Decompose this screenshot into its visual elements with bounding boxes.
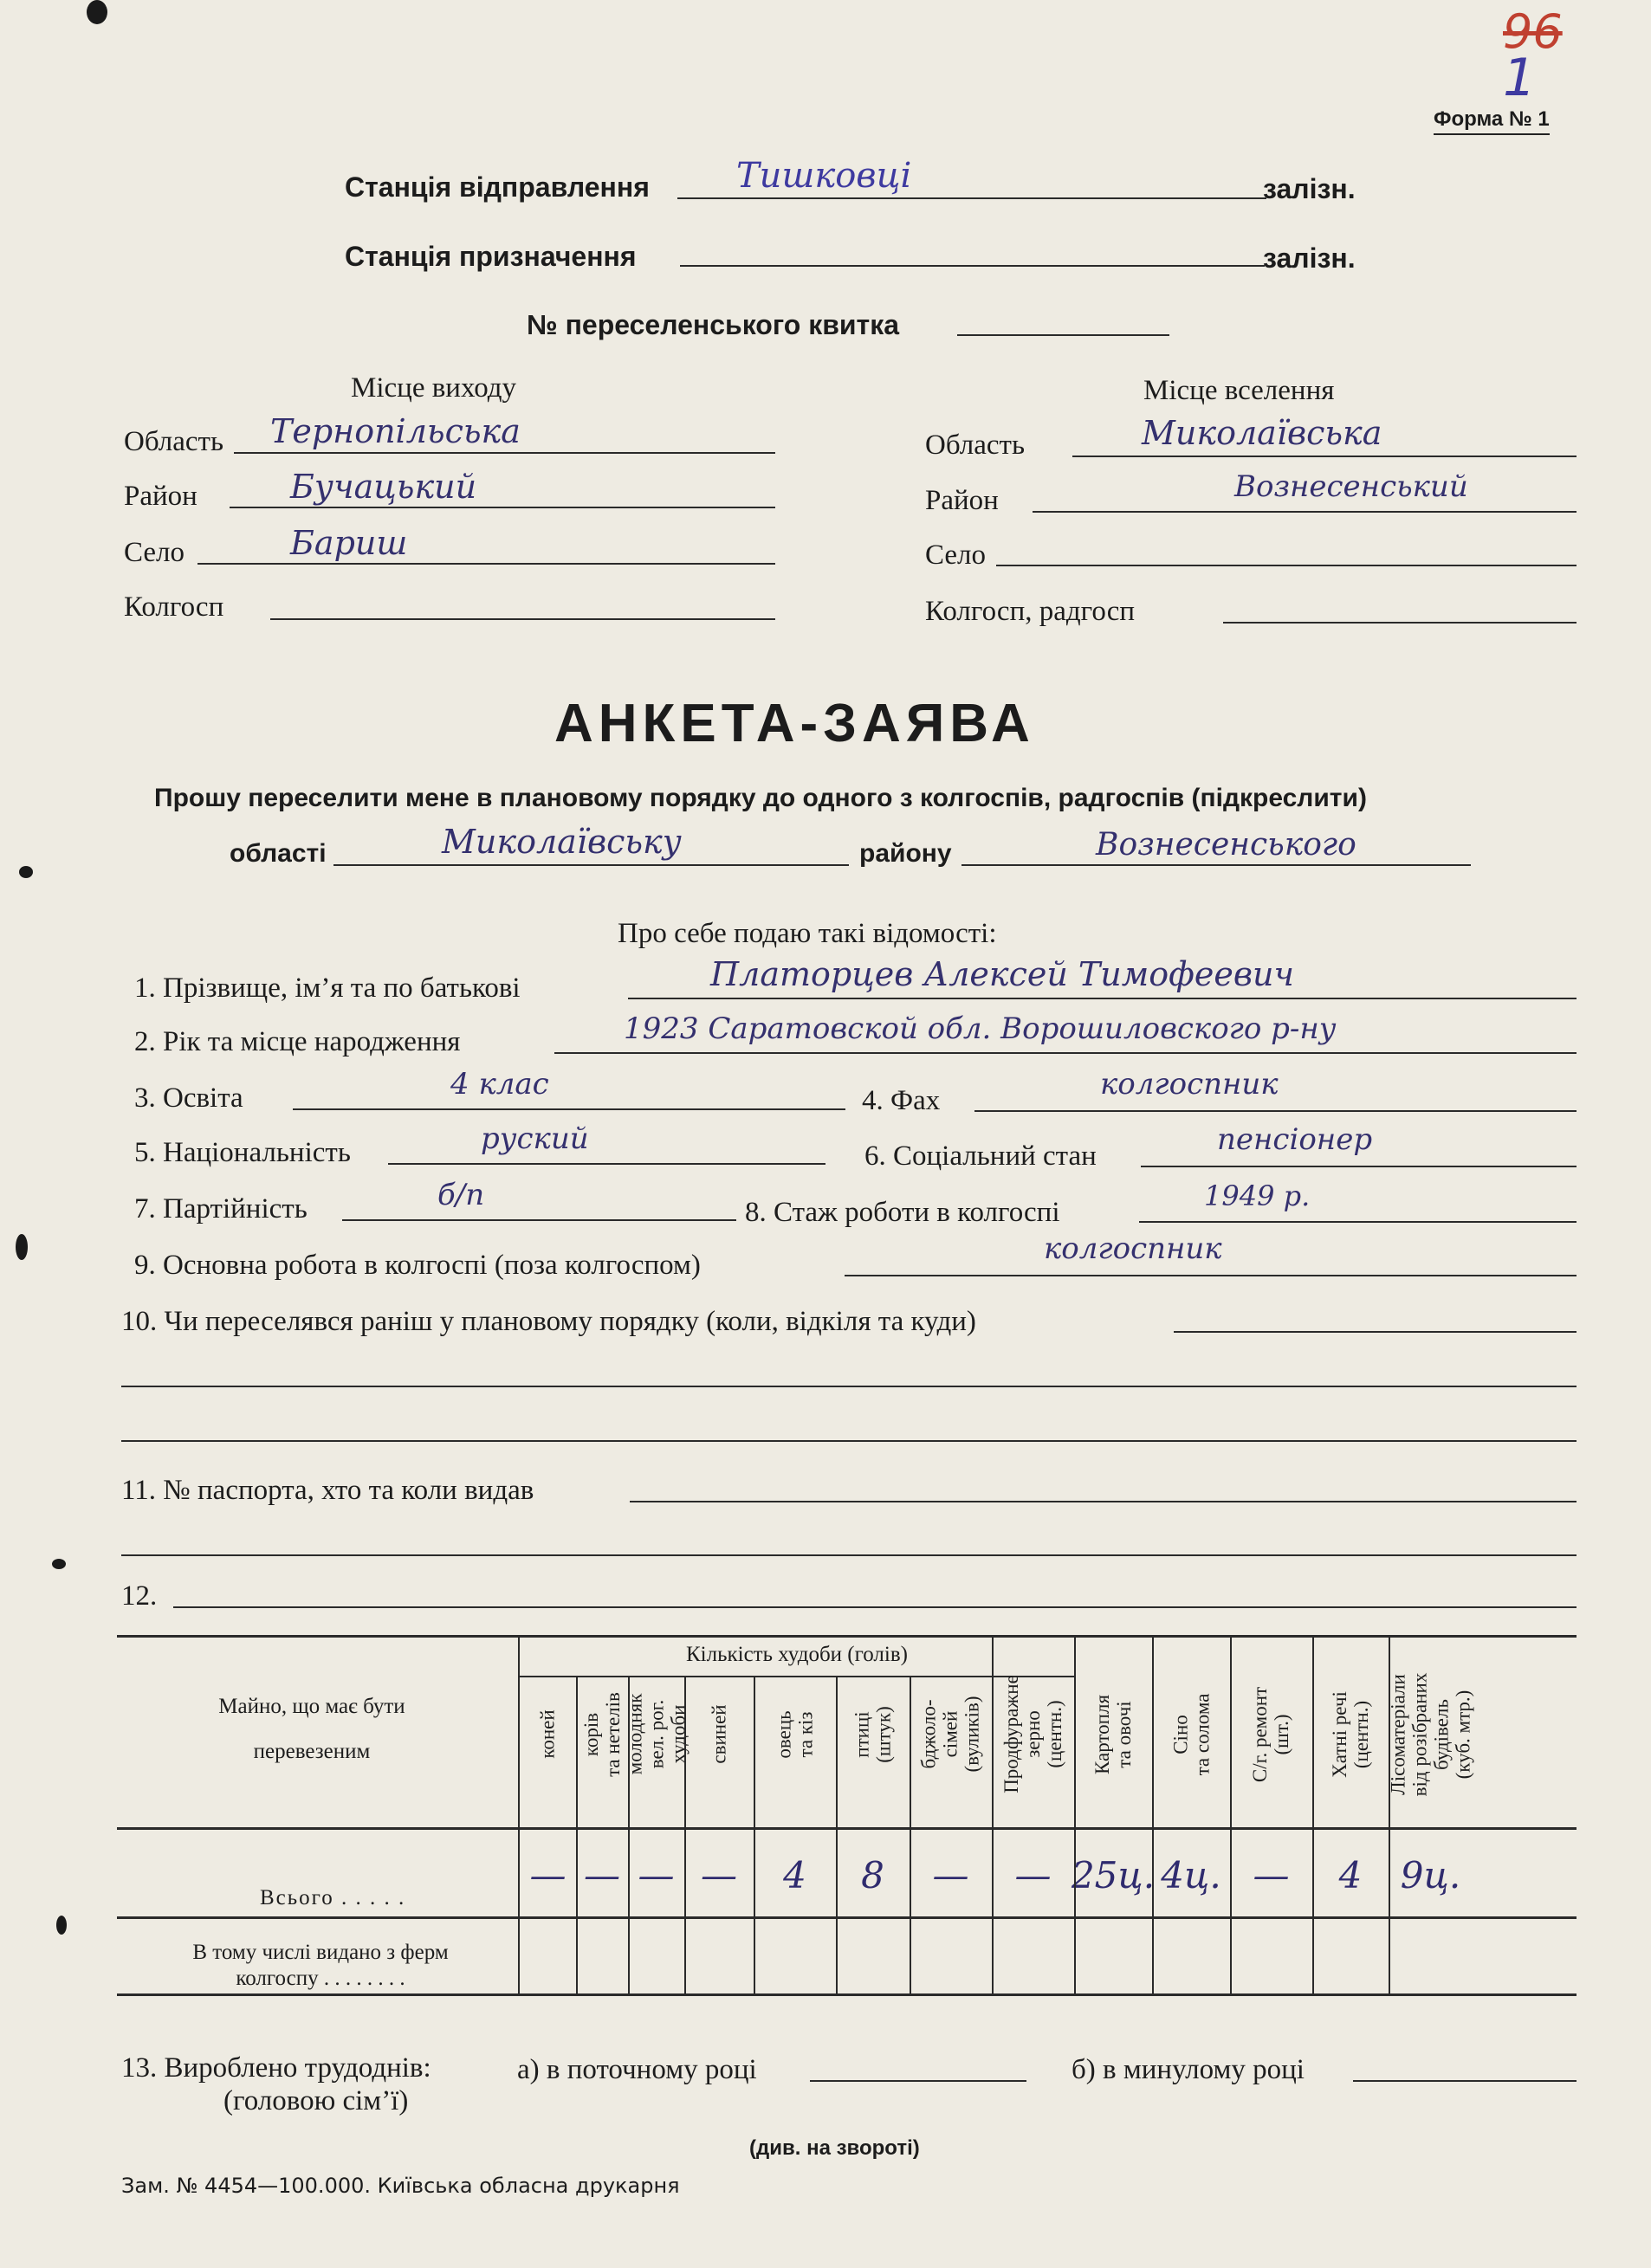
q2-label: 2. Рік та місце народження (134, 1026, 461, 1057)
q7-line (342, 1219, 736, 1221)
origin-region-label: Область (124, 426, 224, 457)
binding-hole (52, 1559, 66, 1569)
table-column-header-label: свиней (708, 1704, 730, 1764)
table-column-header (836, 1650, 910, 1819)
origin-village-line (197, 563, 775, 565)
table-column-header-label: молодняк вел. рог. худоби (624, 1693, 689, 1775)
archive-number: 1 (1503, 48, 1537, 108)
dest-title: Місце вселення (1143, 375, 1335, 406)
dest-district-value: Вознесенський (1234, 469, 1468, 504)
request-oblast-label: області (230, 839, 327, 868)
intro-text: Про себе подаю такі відомості: (618, 918, 997, 949)
dest-region-line (1072, 456, 1577, 457)
q13-sub: (головою сім’ї) (223, 2085, 409, 2116)
table-total-rule (117, 1916, 1577, 1919)
dest-district-line (1033, 511, 1577, 513)
table-column-header (1389, 1650, 1473, 1819)
binding-hole (56, 1916, 67, 1935)
see-reverse: (див. на звороті) (749, 2136, 920, 2160)
table-column-header (992, 1650, 1074, 1819)
table-total-cell: 4ц. (1161, 1853, 1221, 1896)
form-title: АНКЕТА-ЗАЯВА (554, 694, 1035, 753)
table-col-divider (576, 1677, 578, 1995)
q6-label: 6. Соціальний стан (864, 1140, 1097, 1172)
table-column-header (576, 1650, 628, 1819)
total-label: Всього . . . . . (260, 1886, 406, 1909)
farm-label: В тому числі видано з ферм колгоспу . . . . . . . . (192, 1941, 449, 1990)
q10-line (1174, 1331, 1577, 1333)
table-col-divider (836, 1677, 838, 1995)
request-district-value: Вознесенського (1096, 827, 1356, 863)
table-column-header (1312, 1650, 1389, 1819)
q8-value: 1949 р. (1204, 1179, 1311, 1212)
q4-label: 4. Фах (862, 1085, 941, 1116)
origin-kolkhoz-line (270, 618, 775, 620)
origin-district-label: Район (124, 481, 197, 512)
q2-line (554, 1052, 1577, 1054)
table-bottom-rule (117, 1993, 1577, 1996)
q7-value: б/п (437, 1178, 485, 1212)
binding-hole (87, 0, 107, 24)
destination-line (680, 265, 1265, 267)
table-total-cell: 8 (861, 1853, 884, 1896)
q3-label: 3. Освіта (134, 1082, 243, 1114)
origin-village-label: Село (124, 537, 185, 568)
request-oblast-line (333, 864, 849, 866)
q5-label: 5. Національність (134, 1137, 351, 1168)
livestock-header: Кількість худоби (голів) (686, 1643, 908, 1666)
dest-district-label: Район (925, 485, 999, 516)
table-column-header-label: овець та кіз (773, 1709, 817, 1759)
q7-label: 7. Партійність (134, 1193, 308, 1224)
table-total-cell: 25ц. (1071, 1853, 1156, 1896)
origin-village-value: Бариш (290, 524, 408, 562)
table-col-divider (1152, 1635, 1154, 1995)
departure-line (677, 197, 1266, 199)
dest-region-value: Миколаївська (1142, 414, 1382, 452)
table-column-header-label: коней (537, 1709, 559, 1759)
q8-line (1139, 1221, 1577, 1223)
property-header: Майно, що має бути перевезеним (218, 1695, 405, 1763)
table-col-divider (754, 1677, 755, 1995)
q2-value: 1923 Саратовской обл. Ворошиловского р-ну (624, 1011, 1337, 1046)
q9-value: колгоспник (1044, 1231, 1222, 1266)
table-header-rule (117, 1827, 1577, 1830)
table-col-divider (1230, 1635, 1232, 1995)
table-column-header (1230, 1650, 1312, 1819)
origin-region-value: Тернопільська (270, 412, 521, 450)
table-col-divider (910, 1677, 911, 1995)
table-column-header (910, 1650, 992, 1819)
binding-hole (16, 1234, 28, 1260)
table-total-cell: — (1253, 1853, 1290, 1896)
request-text: Прошу переселити мене в плановому порядку до одного з колгоспів, радгоспів (підкреслити) (154, 784, 1367, 812)
table-column-header-label: Лісоматеріали від розібраних будівель (куб. мтр.) (1387, 1672, 1474, 1796)
printer-info: Зам. № 4454—100.000. Київська обласна друкарня (121, 2174, 680, 2198)
table-total-cell: — (701, 1853, 737, 1896)
request-oblast-value: Миколаївську (442, 823, 682, 861)
form-number: Форма № 1 (1434, 107, 1550, 135)
origin-kolkhoz-label: Колгосп (124, 591, 224, 623)
q1-label: 1. Прізвище, ім’я та по батькові (134, 972, 521, 1004)
origin-title: Місце виходу (351, 372, 517, 404)
dest-kolkhoz-line (1223, 622, 1577, 624)
table-column-header-label: корів та нетелів (580, 1691, 625, 1777)
table-column-header (624, 1650, 689, 1819)
table-total-cell: — (932, 1853, 969, 1896)
q9-label: 9. Основна робота в колгоспі (поза колгоспом) (134, 1250, 701, 1281)
dest-region-label: Область (925, 430, 1026, 461)
origin-region-line (234, 452, 775, 454)
table-column-header-label: С/г. ремонт (шт.) (1249, 1686, 1293, 1782)
table-top-rule (117, 1635, 1577, 1638)
q11-label: 11. № паспорта, хто та коли видав (121, 1475, 534, 1506)
table-col-divider (1312, 1635, 1314, 1995)
table-col-divider (1389, 1635, 1390, 1995)
q6-value: пенсіонер (1217, 1122, 1373, 1157)
table-column-header (684, 1650, 754, 1819)
origin-district-value: Бучацький (290, 468, 477, 506)
q8-label: 8. Стаж роботи в колгоспі (745, 1197, 1060, 1228)
table-col-divider (684, 1677, 686, 1995)
dest-village-label: Село (925, 540, 987, 571)
dest-village-line (996, 565, 1577, 566)
q13-b-label: б) в минулому році (1072, 2054, 1305, 2085)
table-column-header-label: Сіно та солома (1169, 1693, 1213, 1775)
table-total-cell: 9ц. (1400, 1853, 1461, 1896)
q13-label: 13. Вироблено трудоднів: (121, 2052, 431, 2084)
dest-kolkhoz-label: Колгосп, радгосп (925, 596, 1136, 627)
table-column-header (520, 1650, 576, 1819)
q10-line-2 (121, 1386, 1577, 1387)
q13-b-line (1353, 2080, 1577, 2082)
destination-label: Станція призначення (345, 241, 637, 272)
q3-line (293, 1108, 845, 1110)
q6-line (1141, 1166, 1577, 1167)
table-total-cell: — (529, 1853, 567, 1896)
q1-line (628, 998, 1577, 999)
q12-line (173, 1606, 1577, 1608)
q11-line (630, 1501, 1577, 1502)
q12-label: 12. (121, 1580, 158, 1612)
table-col-divider (1074, 1635, 1076, 1995)
departure-value: Тишковці (736, 156, 912, 196)
table-column-header (1152, 1650, 1230, 1819)
table-column-header (1074, 1650, 1152, 1819)
q10-line-3 (121, 1440, 1577, 1442)
q13-a-line (810, 2080, 1026, 2082)
table-column-header-label: Картопля та овочі (1091, 1694, 1135, 1774)
table-total-cell: — (584, 1853, 620, 1896)
binding-hole (19, 866, 33, 878)
q4-value: колгоспник (1100, 1067, 1279, 1102)
table-column-header-label: бджоло- сімей (вуликів) (918, 1696, 983, 1773)
q5-value: руский (481, 1121, 589, 1156)
request-district-label: району (859, 839, 952, 868)
table-col-divider (992, 1635, 994, 1995)
table-column-header-label: Продфуражне зерно (центн.) (1000, 1675, 1066, 1793)
q13-a-label: а) в поточному році (517, 2054, 757, 2085)
table-total-cell: 4 (1338, 1853, 1363, 1896)
q5-line (388, 1163, 826, 1165)
q10-label: 10. Чи переселявся раніш у плановому порядку (коли, відкіля та куди) (121, 1306, 976, 1337)
ticket-label: № переселенського квитка (527, 309, 900, 340)
table-column-header-label: птиці (штук) (851, 1705, 895, 1763)
table-column-header (754, 1650, 836, 1819)
q11-line-2 (121, 1554, 1577, 1556)
table-total-cell: — (638, 1853, 675, 1896)
archive-number-corrected: 96 (1503, 4, 1563, 59)
destination-suffix: залізн. (1263, 242, 1356, 274)
q3-value: 4 клас (450, 1067, 549, 1102)
table-total-cell: — (1014, 1853, 1052, 1896)
q4-line (974, 1110, 1577, 1112)
departure-suffix: залізн. (1263, 173, 1356, 204)
origin-district-line (230, 507, 775, 508)
ticket-line (957, 334, 1169, 336)
table-column-header-label: Хатні речі (центн.) (1329, 1690, 1373, 1778)
q1-value: Платорцев Алексей Тимофеевич (710, 955, 1295, 993)
q9-line (845, 1275, 1577, 1276)
departure-label: Станція відправлення (345, 171, 650, 203)
table-total-cell: 4 (783, 1853, 806, 1896)
request-district-line (961, 864, 1471, 866)
table-col-divider (628, 1677, 630, 1995)
